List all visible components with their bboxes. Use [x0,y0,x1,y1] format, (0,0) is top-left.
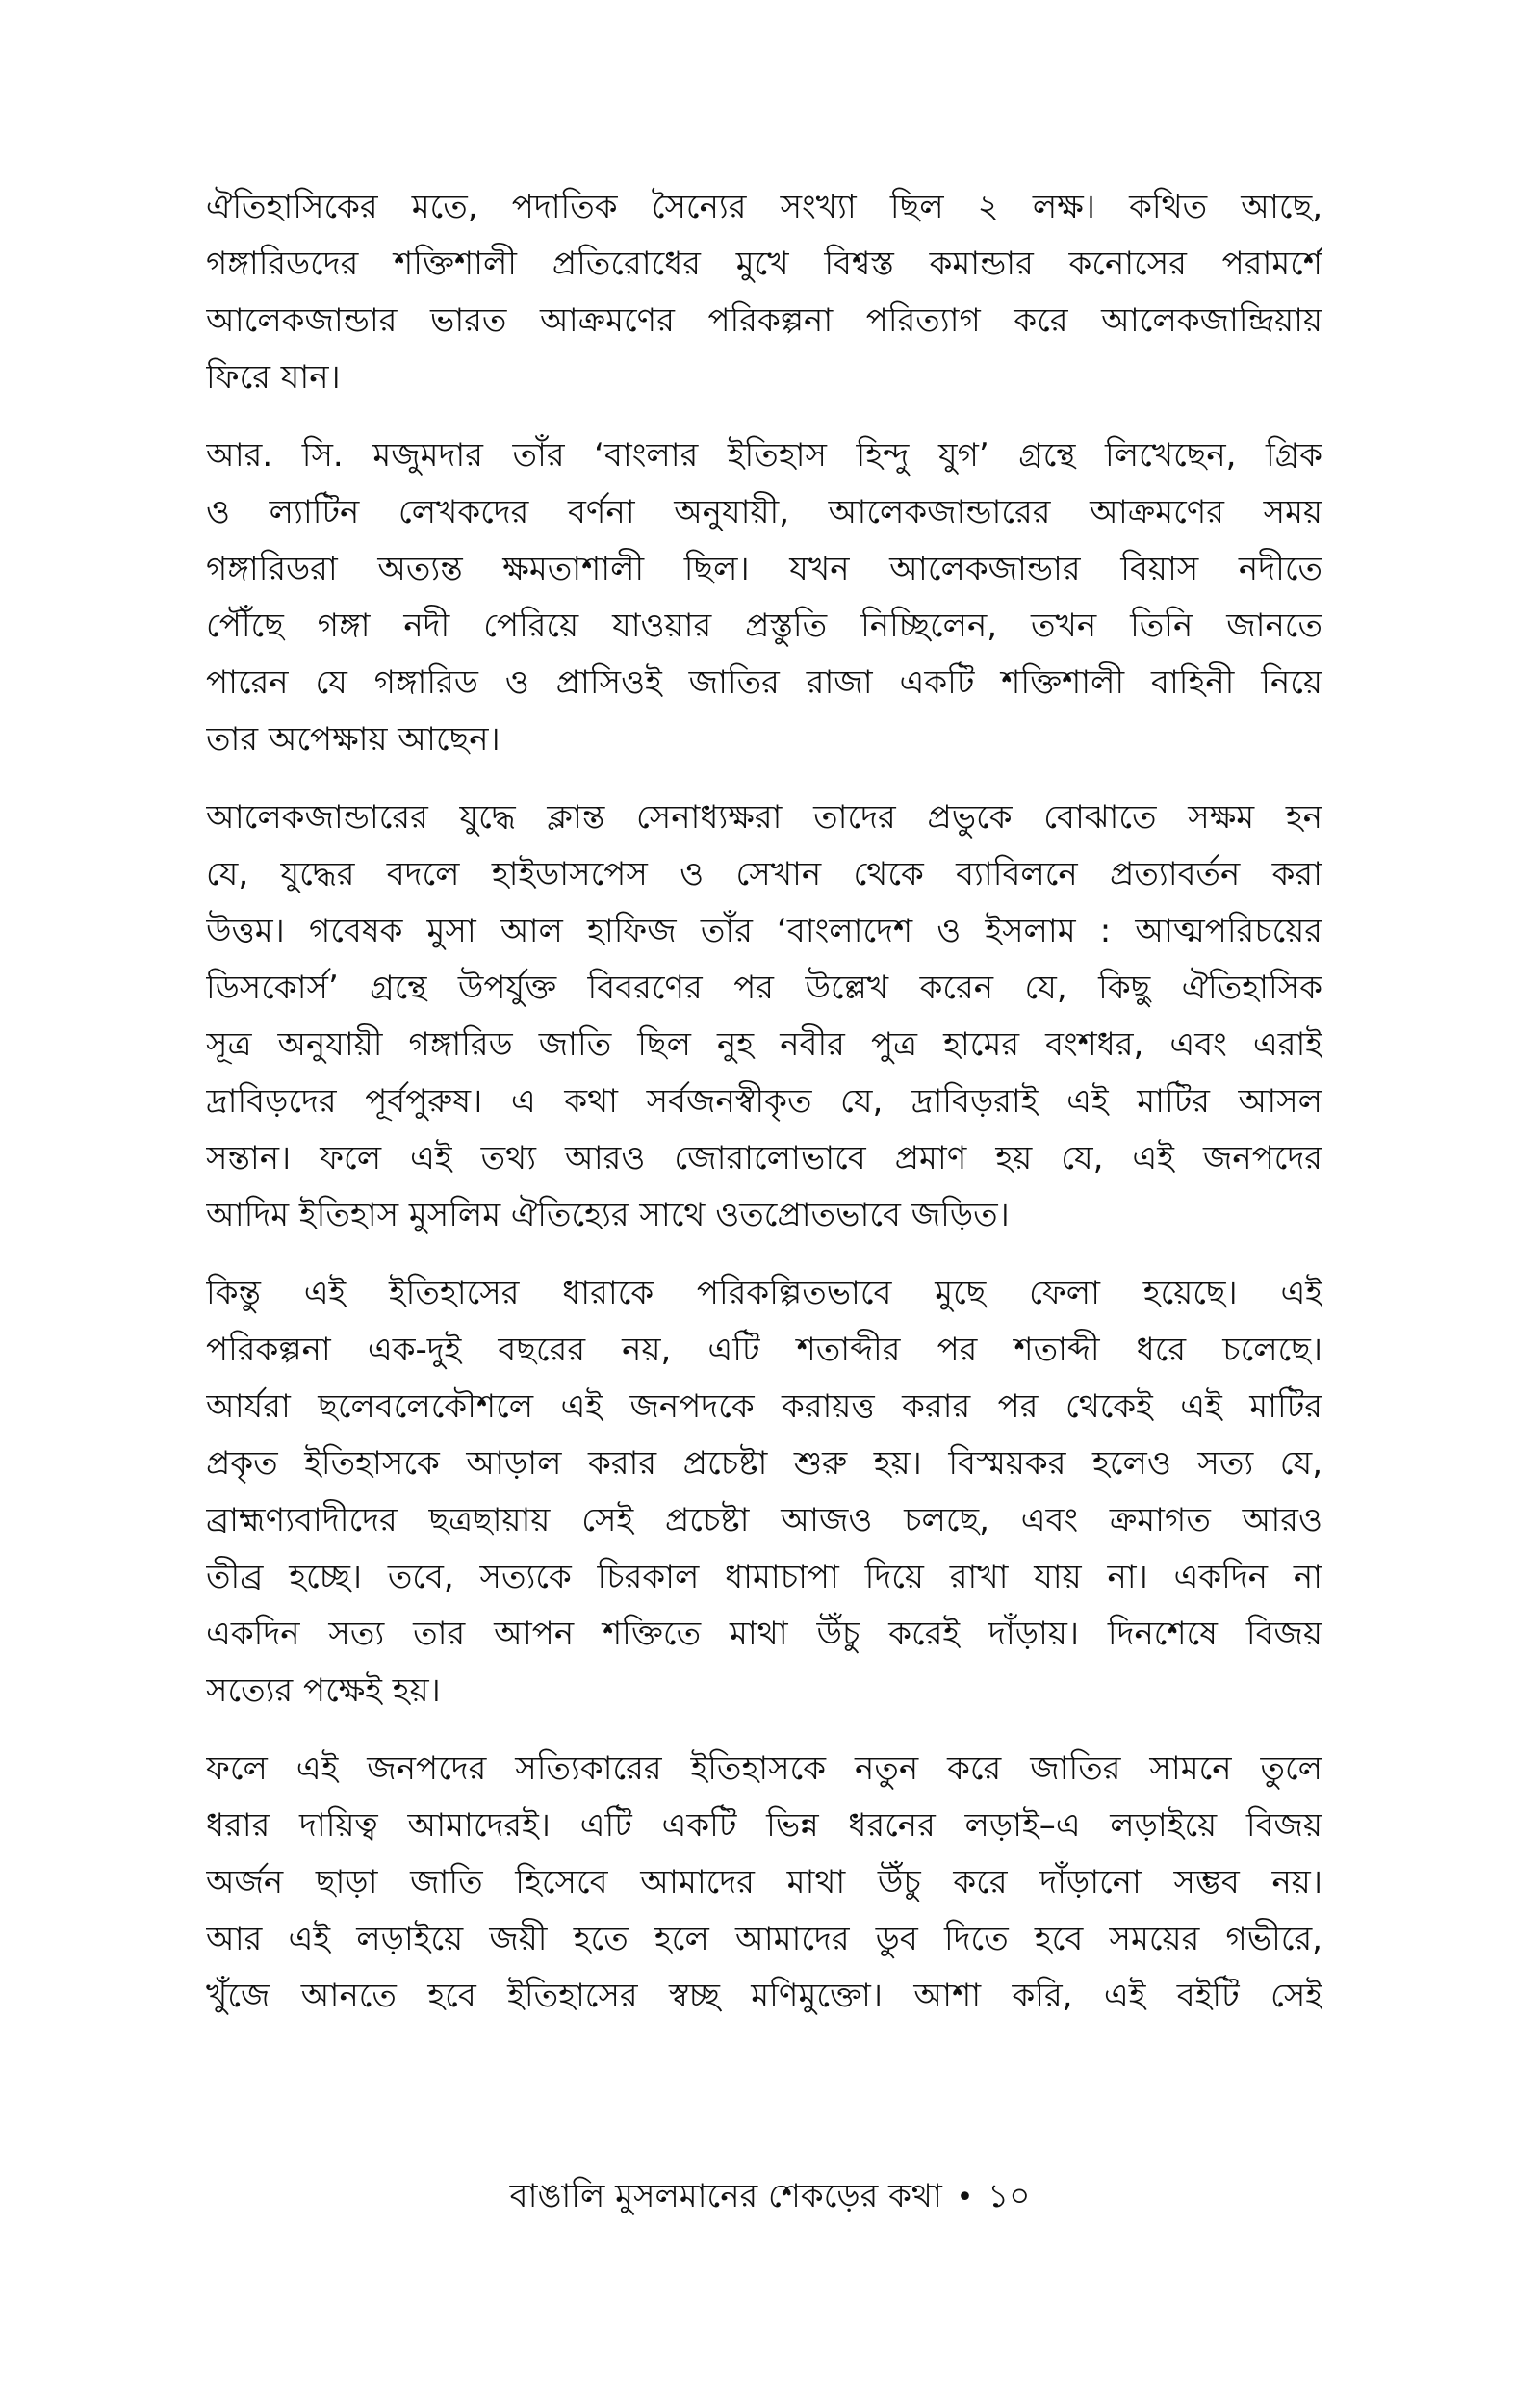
text-line: সত্যের পক্ষেই হয়। [206,1671,441,1710]
text-line: ও ল্যাটিন লেখকদের বর্ণনা অনুযায়ী, আলেকজান্ডারের আক্রমণের সময় [206,493,1322,531]
text-line: আদিম ইতিহাস মুসলিম ঐতিহ্যের সাথে ওতপ্রোতভাবে জড়িত। [206,1196,1010,1234]
text-line: ডিসকোর্স’ গ্রন্থে উপর্যুক্ত বিবরণের পর উল্লেখ করেন যে, কিছু ঐতিহাসিক [206,969,1322,1007]
text-line: ফলে এই জনপদের সত্যিকারের ইতিহাসকে নতুন করে জাতির সামনে তুলে [206,1749,1322,1788]
running-title: বাঙালি মুসলমানের শেকড়ের কথা [509,2177,942,2215]
text-line: সন্তান। ফলে এই তথ্য আরও জোরালোভাবে প্রমাণ হয় যে, এই জনপদের [206,1139,1322,1178]
text-line: প্রকৃত ইতিহাসকে আড়াল করার প্রচেষ্টা শুরু হয়। বিস্ময়কর হলেও সত্য যে, [206,1444,1322,1483]
separator-bullet: • [956,2181,974,2214]
text-line: পরিকল্পনা এক-দুই বছরের নয়, এটি শতাব্দীর পর শতাব্দী ধরে চলেছে। [206,1331,1322,1369]
text-line: আর. সি. মজুমদার তাঁর ‘বাংলার ইতিহাস হিন্দু যুগ’ গ্রন্থে লিখেছেন, গ্রিক [206,436,1322,475]
page-number: ১০ [988,2177,1031,2215]
text-line: একদিন সত্য তার আপন শক্তিতে মাথা উঁচু করেই দাঁড়ায়। দিনশেষে বিজয় [206,1615,1322,1653]
text-line: গঙ্গারিডরা অত্যন্ত ক্ষমতাশালী ছিল। যখন আলেকজান্ডার বিয়াস নদীতে [206,550,1322,588]
text-line: আর এই লড়াইয়ে জয়ী হতে হলে আমাদের ডুব দিতে হবে সময়ের গভীরে, [206,1920,1322,1958]
body-text [206,179,1322,2046]
text-line: ধরার দায়িত্ব আমাদেরই। এটি একটি ভিন্ন ধরনের লড়াই–এ লড়াইয়ে বিজয় [206,1806,1322,1845]
text-line: আলেকজান্ডারের যুদ্ধে ক্লান্ত সেনাধ্যক্ষরা তাদের প্রভুকে বোঝাতে সক্ষম হন [206,798,1322,837]
text-line: অর্জন ছাড়া জাতি হিসেবে আমাদের মাথা উঁচু করে দাঁড়ানো সম্ভব নয়। [206,1863,1322,1902]
text-line: ব্রাহ্মণ্যবাদীদের ছত্রছায়ায় সেই প্রচেষ্টা আজও চলছে, এবং ক্রমাগত আরও [206,1501,1322,1540]
text-line: যে, যুদ্ধের বদলে হাইডাসপেস ও সেখান থেকে ব্যাবিলনে প্রত্যাবর্তন করা [206,855,1322,893]
text-line: পৌঁছে গঙ্গা নদী পেরিয়ে যাওয়ার প্রস্তুতি নিচ্ছিলেন, তখন তিনি জানতে [206,607,1322,645]
text-line: তীব্র হচ্ছে। তবে, সত্যকে চিরকাল ধামাচাপা দিয়ে রাখা যায় না। একদিন না [206,1558,1322,1596]
paragraph-3 [206,789,1322,1244]
text-line: ফিরে যান। [206,358,341,397]
text-line: গঙ্গারিডদের শক্তিশালী প্রতিরোধের মুখে বিশ্বস্ত কমান্ডার কনোসের পরামর্শে [206,245,1322,283]
text-line: কিন্তু এই ইতিহাসের ধারাকে পরিকল্পিতভাবে মুছে ফেলা হয়েছে। এই [206,1274,1322,1312]
text-line: সূত্র অনুযায়ী গঙ্গারিড জাতি ছিল নুহ নবীর পুত্র হামের বংশধর, এবং এরাই [206,1025,1322,1064]
paragraph-4 [206,1265,1322,1720]
text-line: ঐতিহাসিকের মতে, পদাতিক সৈন্যের সংখ্যা ছিল ২ লক্ষ। কথিত আছে, [206,188,1322,226]
paragraph-5 [206,1741,1322,2025]
text-line: উত্তম। গবেষক মুসা আল হাফিজ তাঁর ‘বাংলাদেশ ও ইসলাম : আত্মপরিচয়ের [206,912,1322,950]
text-line: পারেন যে গঙ্গারিড ও প্রাসিওই জাতির রাজা একটি শক্তিশালী বাহিনী নিয়ে [206,663,1322,702]
text-line: আলেকজান্ডার ভারত আক্রমণের পরিকল্পনা পরিত্যাগ করে আলেকজান্দ্রিয়ায় [206,301,1322,340]
page-footer [0,2172,1540,2222]
paragraph-2 [206,427,1322,768]
text-line: খুঁজে আনতে হবে ইতিহাসের স্বচ্ছ মণিমুক্তো। আশা করি, এই বইটি সেই [206,1977,1322,2015]
text-line: দ্রাবিড়দের পূর্বপুরুষ। এ কথা সর্বজনস্বীকৃত যে, দ্রাবিড়রাই এই মাটির আসল [206,1082,1322,1121]
text-line: তার অপেক্ষায় আছেন। [206,720,500,759]
paragraph-1 [206,179,1322,406]
text-line: আর্যরা ছলেবলেকৌশলে এই জনপদকে করায়ত্ত করার পর থেকেই এই মাটির [206,1387,1322,1426]
